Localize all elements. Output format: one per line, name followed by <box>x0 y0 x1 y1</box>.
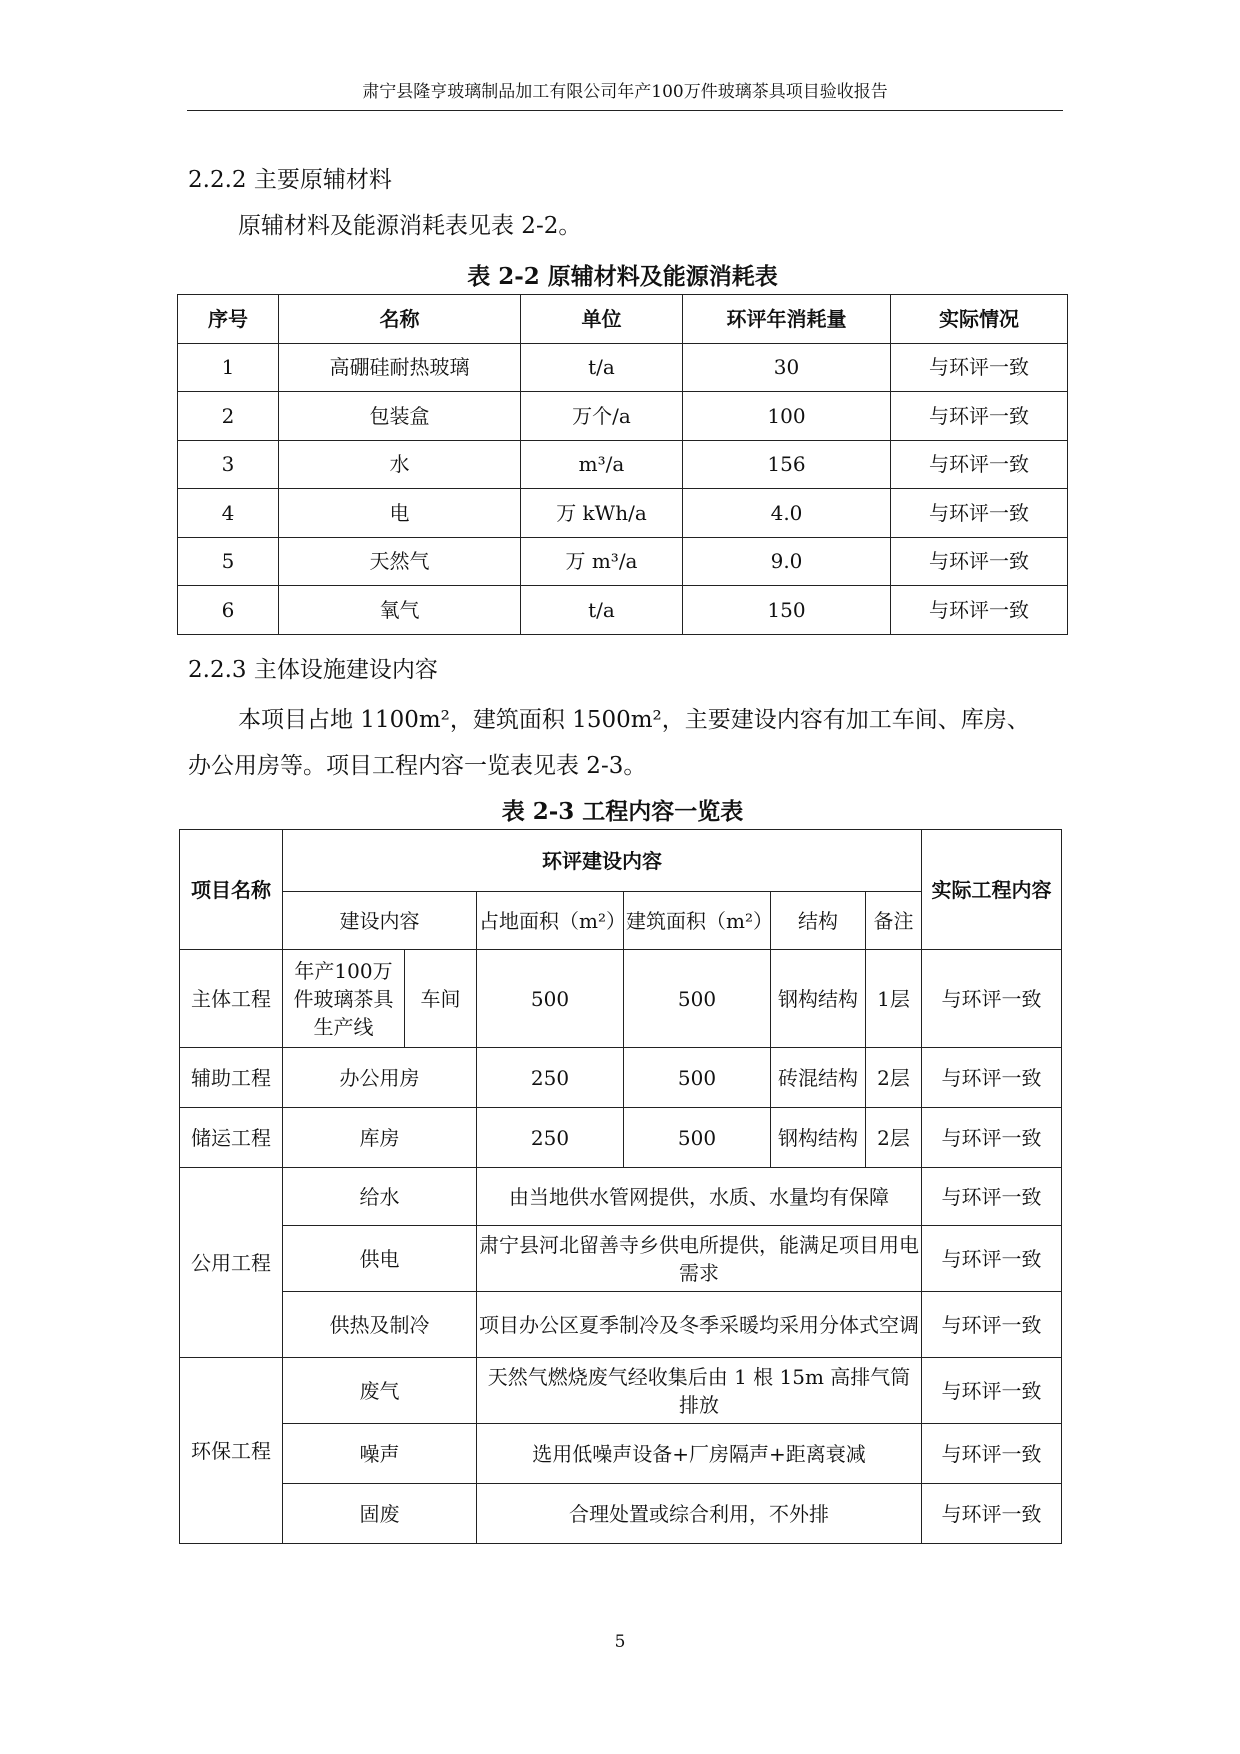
item-desc-cell: 肃宁县河北留善寺乡供电所提供，能满足项目用电需求 <box>477 1226 922 1292</box>
sub-content-cell: 车间 <box>405 950 477 1048</box>
actual-status: 与环评一致 <box>891 392 1068 441</box>
amount: 150 <box>683 586 891 635</box>
table-row <box>178 343 1068 392</box>
table-row-env <box>180 1424 1062 1484</box>
table-row-aux <box>180 1048 1062 1108</box>
category-cell: 公用工程 <box>180 1168 283 1358</box>
materials-table <box>177 294 1068 635</box>
section-heading-2-2-2: 2.2.2 主要原辅材料 <box>188 167 392 193</box>
material-name: 水 <box>279 440 521 489</box>
actual-status: 与环评一致 <box>891 440 1068 489</box>
header-cell: 名称 <box>279 295 521 344</box>
category-cell: 储运工程 <box>180 1108 283 1168</box>
header-project-name: 项目名称 <box>180 830 283 950</box>
header-note: 备注 <box>866 892 922 950</box>
table-header-row <box>178 295 1068 344</box>
table-row-env <box>180 1484 1062 1544</box>
land-area-cell: 250 <box>477 1048 624 1108</box>
header-cell: 实际情况 <box>891 295 1068 344</box>
material-name: 天然气 <box>279 537 521 586</box>
table-2-2-caption: 表 2-2 原辅材料及能源消耗表 <box>467 263 778 290</box>
unit: 万个/a <box>521 392 683 441</box>
header-cell: 序号 <box>178 295 279 344</box>
table-row <box>178 440 1068 489</box>
table-row <box>178 537 1068 586</box>
item-name-cell: 废气 <box>283 1358 477 1424</box>
page-number: 5 <box>614 1632 626 1652</box>
content-cell: 年产100万件玻璃茶具生产线 <box>283 950 405 1048</box>
note-cell: 1层 <box>866 950 922 1048</box>
row-number: 3 <box>178 440 279 489</box>
content-cell: 库房 <box>283 1108 477 1168</box>
actual-status: 与环评一致 <box>891 343 1068 392</box>
actual-cell: 与环评一致 <box>922 1484 1062 1544</box>
building-area-cell: 500 <box>624 1108 771 1168</box>
actual-cell: 与环评一致 <box>922 1358 1062 1424</box>
building-area-cell: 500 <box>624 1048 771 1108</box>
category-cell: 主体工程 <box>180 950 283 1048</box>
table-2-3-caption: 表 2-3 工程内容一览表 <box>501 798 744 825</box>
item-name-cell: 供热及制冷 <box>283 1292 477 1358</box>
actual-cell: 与环评一致 <box>922 1424 1062 1484</box>
section-heading-2-2-3: 2.2.3 主体设施建设内容 <box>188 657 438 683</box>
note-cell: 2层 <box>866 1048 922 1108</box>
amount: 100 <box>683 392 891 441</box>
material-name: 高硼硅耐热玻璃 <box>279 343 521 392</box>
header-cell: 环评年消耗量 <box>683 295 891 344</box>
unit: 万 m³/a <box>521 537 683 586</box>
table-row-public <box>180 1226 1062 1292</box>
material-name: 包装盒 <box>279 392 521 441</box>
table-row-public <box>180 1168 1062 1226</box>
item-name-cell: 供电 <box>283 1226 477 1292</box>
land-area-cell: 500 <box>477 950 624 1048</box>
section-para-line2: 办公用房等。项目工程内容一览表见表 2-3。 <box>188 753 647 779</box>
row-number: 6 <box>178 586 279 635</box>
note-cell: 2层 <box>866 1108 922 1168</box>
building-area-cell: 500 <box>624 950 771 1048</box>
structure-cell: 钢构结构 <box>771 1108 866 1168</box>
table-row-main <box>180 950 1062 1048</box>
amount: 30 <box>683 343 891 392</box>
header-build-content: 建设内容 <box>283 892 477 950</box>
page-header: 肃宁县隆亨玻璃制品加工有限公司年产100万件玻璃茶具项目验收报告 <box>362 82 888 102</box>
unit: m³/a <box>521 440 683 489</box>
material-name: 电 <box>279 489 521 538</box>
item-name-cell: 给水 <box>283 1168 477 1226</box>
item-desc-cell: 合理处置或综合利用，不外排 <box>477 1484 922 1544</box>
amount: 9.0 <box>683 537 891 586</box>
land-area-cell: 250 <box>477 1108 624 1168</box>
item-desc-cell: 由当地供水管网提供，水质、水量均有保障 <box>477 1168 922 1226</box>
actual-cell: 与环评一致 <box>922 1168 1062 1226</box>
header-cell: 单位 <box>521 295 683 344</box>
unit: t/a <box>521 586 683 635</box>
actual-status: 与环评一致 <box>891 489 1068 538</box>
actual-cell: 与环评一致 <box>922 1292 1062 1358</box>
item-desc-cell: 天然气燃烧废气经收集后由 1 根 15m 高排气筒排放 <box>477 1358 922 1424</box>
project-content-table <box>179 829 1062 1544</box>
row-number: 5 <box>178 537 279 586</box>
unit: t/a <box>521 343 683 392</box>
actual-cell: 与环评一致 <box>922 1226 1062 1292</box>
table-row-env <box>180 1358 1062 1424</box>
header-rule <box>187 110 1063 111</box>
unit: 万 kWh/a <box>521 489 683 538</box>
row-number: 1 <box>178 343 279 392</box>
amount: 156 <box>683 440 891 489</box>
material-name: 氧气 <box>279 586 521 635</box>
item-name-cell: 噪声 <box>283 1424 477 1484</box>
table-row-storage <box>180 1108 1062 1168</box>
item-desc-cell: 项目办公区夏季制冷及冬季采暖均采用分体式空调 <box>477 1292 922 1358</box>
actual-cell: 与环评一致 <box>922 1048 1062 1108</box>
table-row-public <box>180 1292 1062 1358</box>
actual-status: 与环评一致 <box>891 586 1068 635</box>
actual-cell: 与环评一致 <box>922 1108 1062 1168</box>
category-cell: 环保工程 <box>180 1358 283 1544</box>
actual-cell: 与环评一致 <box>922 950 1062 1048</box>
header-eia-content: 环评建设内容 <box>283 830 922 892</box>
header-structure: 结构 <box>771 892 866 950</box>
amount: 4.0 <box>683 489 891 538</box>
table-header-row <box>180 830 1062 892</box>
table-row <box>178 586 1068 635</box>
section-intro-2-2-2: 原辅材料及能源消耗表见表 2-2。 <box>238 213 582 239</box>
structure-cell: 砖混结构 <box>771 1048 866 1108</box>
category-cell: 辅助工程 <box>180 1048 283 1108</box>
row-number: 2 <box>178 392 279 441</box>
row-number: 4 <box>178 489 279 538</box>
actual-status: 与环评一致 <box>891 537 1068 586</box>
content-cell: 办公用房 <box>283 1048 477 1108</box>
section-para-line1: 本项目占地 1100m²，建筑面积 1500m²，主要建设内容有加工车间、库房、 <box>238 707 1030 733</box>
item-name-cell: 固废 <box>283 1484 477 1544</box>
item-desc-cell: 选用低噪声设备+厂房隔声+距离衰减 <box>477 1424 922 1484</box>
structure-cell: 钢构结构 <box>771 950 866 1048</box>
header-building-area: 建筑面积（m²） <box>624 892 771 950</box>
table-row <box>178 489 1068 538</box>
table-row <box>178 392 1068 441</box>
header-land-area: 占地面积（m²） <box>477 892 624 950</box>
header-actual-content: 实际工程内容 <box>922 830 1062 950</box>
